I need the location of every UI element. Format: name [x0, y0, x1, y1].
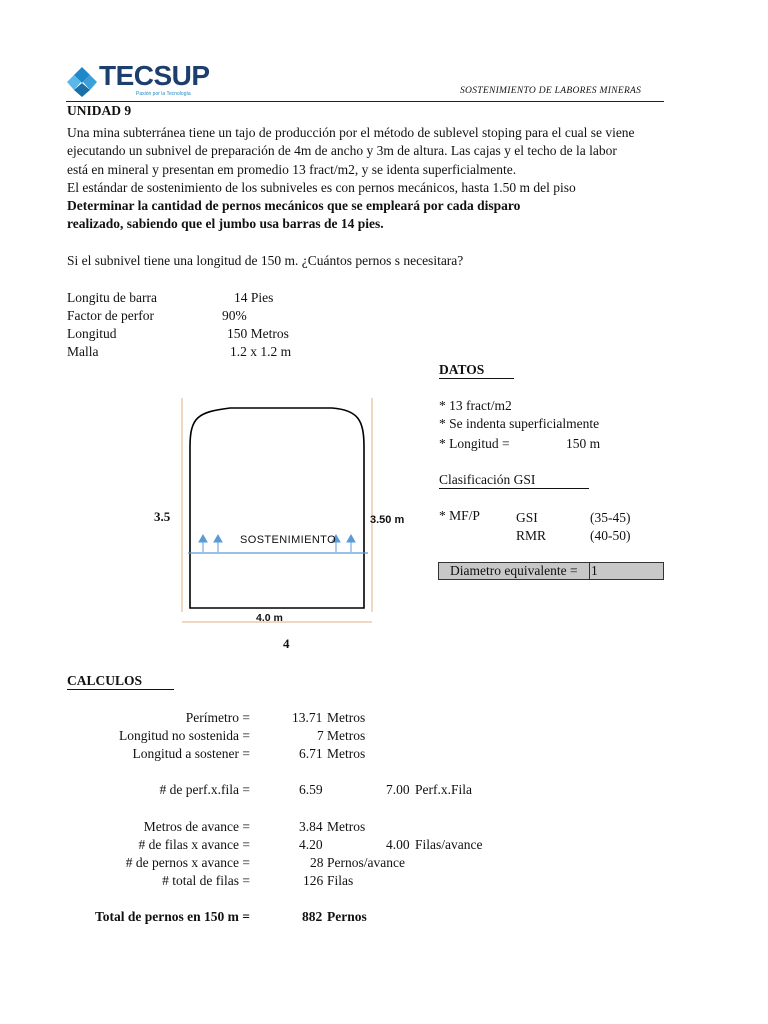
gsi-label: GSI	[516, 510, 538, 525]
problem-statement: realizado, sabiendo que el jumbo usa barras de 14 pies.	[67, 216, 384, 231]
calc-unit: Metros	[327, 746, 366, 761]
logo-tagline: Pasión por la Tecnología	[136, 91, 191, 97]
param-label: Factor de perfor	[67, 308, 154, 323]
logo-text: TECSUP	[99, 60, 210, 91]
tecsup-logo-icon	[66, 66, 98, 98]
param-label: Longitud	[67, 326, 117, 341]
param-value: 150 Metros	[227, 326, 289, 341]
calc-value: 4.20	[299, 837, 323, 852]
calc-value: 3.84	[299, 819, 323, 834]
intro-line: ejecutando un subnivel de preparación de 4m de ancho y 3m de altura. Las cajas y el techo de la labor	[67, 143, 617, 158]
diametro-value: 1	[591, 563, 598, 578]
datos-title: DATOS	[439, 362, 514, 379]
calc-value: 126	[303, 873, 324, 888]
param-label: Malla	[67, 344, 99, 359]
diametro-label: Diametro equivalente =	[450, 563, 578, 578]
left-height-label: 3.5	[154, 509, 171, 524]
support-label: SOSTENIMIENTO	[240, 534, 337, 546]
tunnel-outline	[190, 408, 364, 608]
width-label: 4.0 m	[256, 612, 283, 624]
calculos-title: CALCULOS	[67, 673, 174, 690]
question: Si el subnivel tiene una longitud de 150 m. ¿Cuántos pernos s necesitara?	[67, 253, 464, 268]
gsi-range: (35-45)	[590, 510, 631, 525]
calc-label: Longitud no sostenida =	[119, 728, 250, 743]
intro-line: está en mineral y presentan em promedio 13 fract/m2, y se identa superficialmente.	[67, 162, 517, 177]
calc-unit: Metros	[327, 819, 366, 834]
tunnel-section-diagram	[150, 392, 410, 632]
bolt-arrow-icon	[214, 535, 222, 552]
calc-label: # total de filas =	[162, 873, 250, 888]
diametro-box	[438, 562, 664, 580]
calc-label: Longitud a sostener =	[132, 746, 250, 761]
calc-unit: Metros	[327, 728, 366, 743]
calc-value: 6.59	[299, 782, 323, 797]
calc-unit: Filas	[327, 873, 354, 888]
datos-item-value: 150 m	[566, 436, 601, 451]
calc-label: # de pernos x avance =	[125, 855, 250, 870]
rmr-range: (40-50)	[590, 528, 631, 543]
rmr-label: RMR	[516, 528, 547, 543]
bolt-arrow-icon	[347, 535, 355, 552]
calc-unit: Filas/avance	[415, 837, 483, 852]
datos-item: * Se indenta superficialmente	[439, 416, 600, 431]
calc-value-rounded: 4.00	[386, 837, 410, 852]
param-value: 90%	[222, 308, 247, 323]
calc-label: Perímetro =	[185, 710, 250, 725]
unit-title: UNIDAD 9	[67, 103, 132, 118]
total-unit: Pernos	[327, 909, 367, 924]
param-label: Longitu de barra	[67, 290, 157, 305]
calc-unit: Perf.x.Fila	[415, 782, 472, 797]
right-height-label: 3.50 m	[370, 514, 405, 526]
logo	[66, 60, 210, 100]
intro-line: El estándar de sostenimiento de los subniveles es con pernos mecánicos, hasta 1.50 m del piso	[67, 180, 576, 195]
datos-item: * 13 fract/m2	[439, 398, 512, 413]
param-value: 1.2 x 1.2 m	[230, 344, 292, 359]
datos-item: * Longitud =	[439, 436, 510, 451]
calc-value: 6.71	[299, 746, 323, 761]
calc-value: 13.71	[292, 710, 323, 725]
param-value: 14 Pies	[234, 290, 274, 305]
intro-line: Una mina subterránea tiene un tajo de producción por el método de sublevel stoping para el cual se viene	[67, 125, 635, 140]
calc-value-rounded: 7.00	[386, 782, 410, 797]
diametro-divider	[589, 563, 590, 579]
header-rule	[66, 101, 664, 102]
problem-statement: Determinar la cantidad de pernos mecánicos que se empleará por cada disparo	[67, 198, 521, 213]
running-title: SOSTENIMIENTO DE LABORES MINERAS	[460, 86, 642, 96]
calc-value: 7	[317, 728, 324, 743]
calc-label: # de filas x avance =	[138, 837, 250, 852]
total-value: 882	[302, 909, 323, 924]
gsi-title: Clasificación GSI	[439, 472, 589, 489]
calc-unit: Metros	[327, 710, 366, 725]
calc-value: 28	[310, 855, 324, 870]
calc-unit: Pernos/avance	[327, 855, 405, 870]
total-label: Total de pernos en 150 m =	[95, 909, 250, 924]
calc-label: Metros de avance =	[143, 819, 250, 834]
bottom-width-value: 4	[283, 636, 290, 651]
calc-label: # de perf.x.fila =	[159, 782, 250, 797]
bolt-arrow-icon	[199, 535, 207, 552]
mfp-label: * MF/P	[439, 508, 480, 523]
